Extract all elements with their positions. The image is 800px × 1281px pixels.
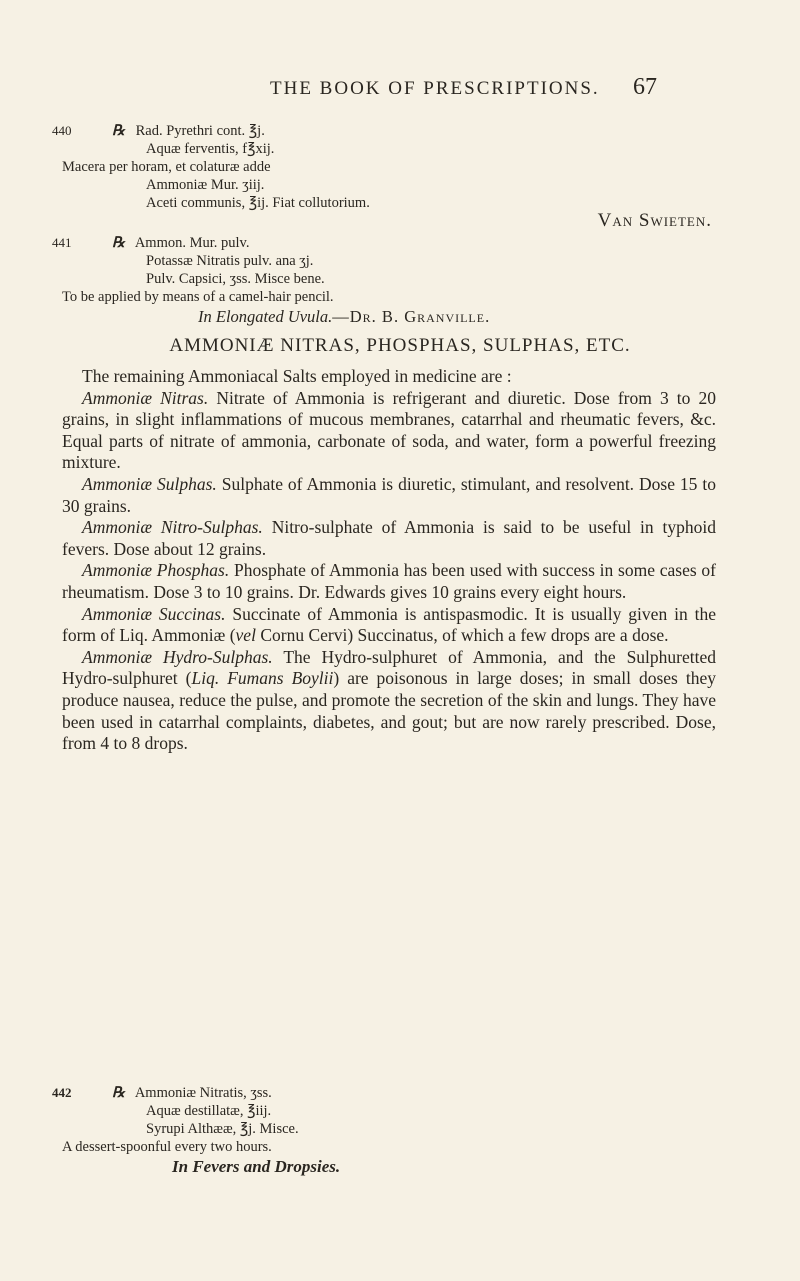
instruction-line: A dessert-spoonful every two hours.	[62, 1139, 272, 1155]
drug-name: Ammoniæ Phosphas.	[82, 560, 230, 581]
drug-name: Ammoniæ Nitro-Sulphas.	[82, 517, 263, 538]
drug-name: Ammoniæ Sulphas.	[82, 473, 217, 494]
prescription-440	[52, 122, 712, 234]
prescription-author: —Dr. B. Granville.	[332, 307, 491, 326]
ingredient-line: Potassæ Nitratis pulv. ana ʒj.	[146, 253, 314, 269]
ingredient-line: Aceti communis, ℥ij. Fiat collutorium.	[146, 195, 370, 211]
ingredient-line: Rad. Pyrethri cont. ℥j.	[135, 123, 265, 139]
paragraph-nitro-sulphas: Ammoniæ Nitro-Sulphas. Nitro-sulphate of Ammonia is said to be useful in typhoid fevers. Dose about 12 grains.	[62, 517, 717, 559]
recipe-symbol: ℞	[112, 1085, 125, 1101]
prescription-number: 441	[52, 235, 72, 250]
ingredient-line: Aquæ ferventis, f℥xij.	[146, 141, 275, 157]
intro-paragraph: The remaining Ammoniacal Salts employed in medicine are :	[82, 366, 512, 386]
paragraph-hydro-sulphas: Ammoniæ Hydro-Sulphas. The Hydro-sulphuret of Ammonia, and the Sulphuretted Hydro-sulphuret (Liq. Fumans Boylii) are poisonous in large doses; in small doses they produce nausea, reduce the pulse, and promote the secretion of the skin and lungs. They have been used in catarrhal complaints, diabetes, and gout; but are now rarely prescribed. Dose, from 4 to 8 drops.	[62, 646, 717, 754]
ingredient-line: Syrupi Althææ, ℥j. Misce.	[146, 1121, 299, 1137]
instruction-line: Macera per horam, et colaturæ adde	[62, 159, 271, 175]
prescription-441	[52, 234, 712, 326]
paragraph-nitras: Ammoniæ Nitras. Nitrate of Ammonia is refrigerant and diuretic. Dose from 3 to 20 grains, in slight inflammations of mucous membranes, catarrhal and rheumatic fevers, &c. Equal parts of nitrate of ammonia, carbonate of soda, and water, form a powerful freezing mixture.	[62, 387, 716, 473]
prescription-number: 442	[52, 1085, 72, 1100]
prescription-author: Van Swieten.	[597, 210, 712, 231]
running-title: THE BOOK OF PRESCRIPTIONS.	[270, 78, 600, 99]
ingredient-line: Pulv. Capsici, ʒss. Misce bene.	[146, 271, 325, 287]
page-number: 67	[633, 74, 657, 100]
paragraph-succinas: Ammoniæ Succinas. Succinate of Ammonia is antispasmodic. It is usually given in the form of Liq. Ammoniæ (vel Cornu Cervi) Succinatus, of which a few drops are a dose.	[62, 603, 716, 646]
recipe-symbol: ℞	[112, 235, 125, 251]
ingredient-line: Ammon. Mur. pulv.	[134, 235, 250, 251]
prescription-number: 440	[52, 123, 72, 138]
prescription-442	[52, 1084, 712, 1177]
body-text	[62, 366, 716, 755]
recipe-symbol: ℞	[112, 123, 125, 139]
indication: In Elongated Uvula.	[198, 307, 333, 326]
drug-name: Ammoniæ Hydro-Sulphas.	[82, 646, 273, 667]
section-heading: AMMONIÆ NITRAS, PHOSPHAS, SULPHAS, ETC.	[169, 335, 631, 356]
drug-name: Ammoniæ Nitras.	[82, 387, 209, 408]
instruction-line: To be applied by means of a camel-hair pencil.	[62, 289, 334, 305]
paragraph-phosphas: Ammoniæ Phosphas. Phosphate of Ammonia has been used with success in some cases of rheumatism. Dose 3 to 10 grains. Dr. Edwards gives 10 grains every eight hours.	[62, 560, 716, 602]
prescription-source	[52, 308, 712, 326]
indication: In Fevers and Dropsies.	[172, 1157, 341, 1176]
paragraph-sulphas: Ammoniæ Sulphas. Sulphate of Ammonia is diuretic, stimulant, and resolvent. Dose 15 to 30 grains.	[62, 473, 716, 516]
ingredient-line: Ammoniæ Mur. ʒiij.	[146, 177, 265, 193]
ingredient-line: Ammoniæ Nitratis, ʒss.	[134, 1085, 272, 1101]
drug-name: Ammoniæ Succinas.	[82, 603, 226, 624]
ingredient-line: Aquæ destillatæ, ℥iij.	[146, 1103, 272, 1119]
